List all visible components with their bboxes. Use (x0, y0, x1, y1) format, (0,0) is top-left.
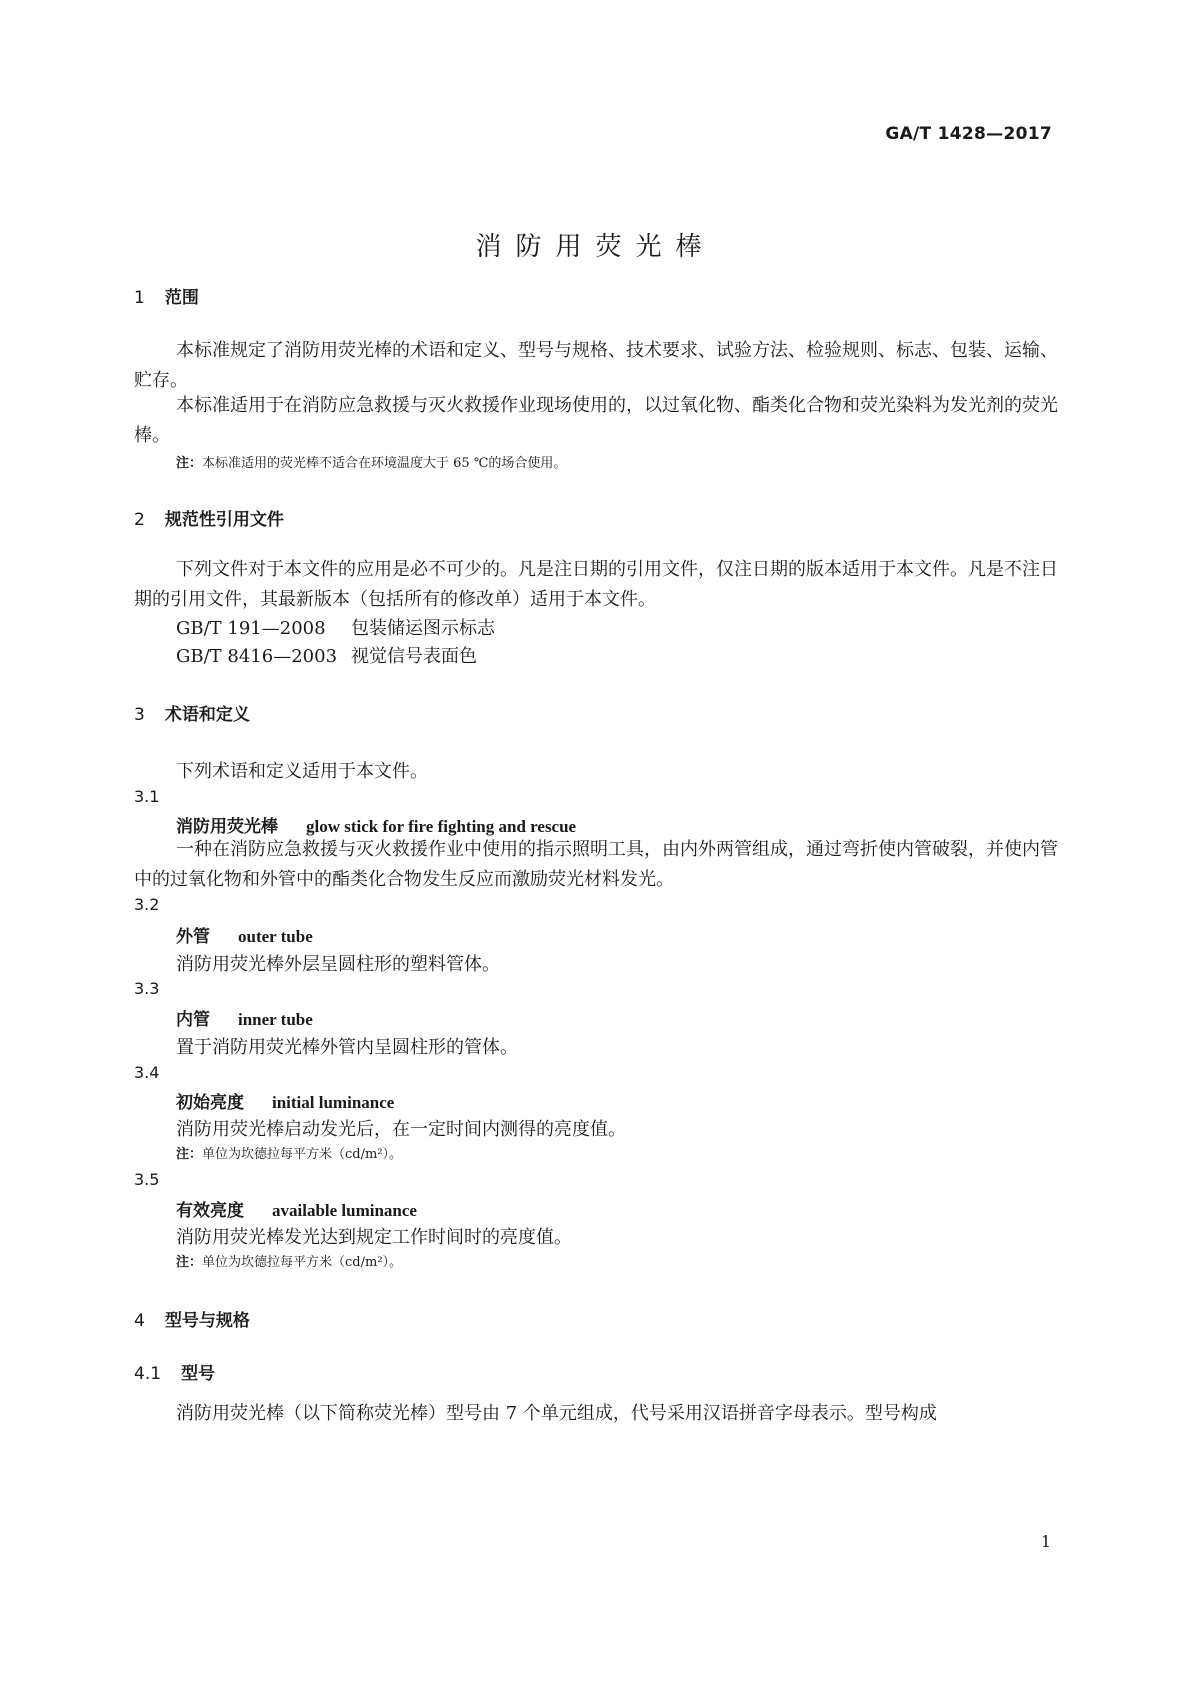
subsection-4-1-heading (134, 1359, 215, 1384)
term-definition: 消防用荧光棒启动发光后，在一定时间内测得的亮度值。 (176, 1119, 626, 1140)
section-3-heading (134, 700, 250, 725)
term-definition: 置于消防用荧光棒外管内呈圆柱形的管体。 (176, 1037, 518, 1058)
subsection-title: 型号 (181, 1364, 216, 1384)
note-text: 单位为坎德拉每平方米（cd/m²）。 (202, 1147, 403, 1162)
document-number: GA/T 1428—2017 (885, 124, 1052, 144)
reference-title: 视觉信号表面色 (351, 646, 477, 667)
section-title: 型号与规格 (164, 1311, 250, 1331)
note-label: 注： (176, 1255, 203, 1270)
term-title (176, 922, 313, 947)
section-2-heading (134, 505, 284, 530)
term-chinese: 外管 (176, 927, 210, 947)
note-text: 本标准适用的荧光棒不适合在环境温度大于 65 ℃的场合使用。 (202, 456, 567, 471)
section-4-heading (134, 1306, 250, 1331)
section-3-intro: 下列术语和定义适用于本文件。 (176, 761, 428, 782)
section-1-heading (134, 283, 199, 308)
term-english: initial luminance (272, 1093, 395, 1112)
term-definition: 一种在消防应急救援与灭火救援作业中使用的指示照明工具，由内外两管组成，通过弯折使内管破裂，并使内管中的过氧化物和外管中的酯类化合物发生反应而激励荧光材料发光。 (134, 839, 1058, 890)
term-title (176, 1088, 394, 1113)
term-chinese: 有效亮度 (176, 1201, 244, 1221)
term-chinese: 消防用荧光棒 (176, 817, 278, 837)
term-title (176, 812, 576, 837)
term-english: inner tube (238, 1010, 313, 1029)
term-english: available luminance (272, 1201, 417, 1220)
section-2-paragraph-1: 下列文件对于本文件的应用是必不可少的。凡是注日期的引用文件，仅注日期的版本适用于本文件。凡是不注日期的引用文件，其最新版本（包括所有的修改单）适用于本文件。 (134, 559, 1058, 610)
section-number: 3 (134, 705, 145, 725)
note-text: 单位为坎德拉每平方米（cd/m²）。 (202, 1255, 403, 1270)
section-title: 范围 (164, 288, 199, 308)
term-number: 3.2 (134, 895, 160, 914)
term-title (176, 1196, 417, 1221)
term-number: 3.4 (134, 1063, 160, 1082)
term-number: 3.1 (134, 787, 160, 806)
reference-item (176, 614, 495, 640)
section-number: 2 (134, 510, 145, 530)
section-1-paragraph-2: 本标准适用于在消防应急救援与灭火救援作业现场使用的，以过氧化物、酯类化合物和荧光染料为发光剂的荧光棒。 (134, 395, 1058, 446)
reference-code: GB/T 191—2008 (176, 618, 326, 639)
page-title: 消防用荧光棒 (475, 232, 716, 262)
term-note (176, 1251, 402, 1270)
page-number: 1 (1040, 1532, 1051, 1551)
term-title (176, 1005, 313, 1030)
section-4-paragraph-1: 消防用荧光棒（以下简称荧光棒）型号由 7 个单元组成，代号采用汉语拼音字母表示。型号构成 (176, 1403, 937, 1424)
note-label: 注： (176, 456, 203, 471)
note-label: 注： (176, 1147, 203, 1162)
section-number: 1 (134, 288, 145, 308)
term-english: outer tube (238, 927, 313, 946)
term-note (176, 1143, 402, 1162)
term-definition: 消防用荧光棒发光达到规定工作时间时的亮度值。 (176, 1227, 572, 1248)
subsection-number: 4.1 (134, 1364, 162, 1384)
term-number: 3.3 (134, 979, 160, 998)
section-1-note (176, 452, 566, 471)
term-chinese: 初始亮度 (176, 1093, 244, 1113)
term-english: glow stick for fire fighting and rescue (306, 817, 577, 836)
section-title: 规范性引用文件 (164, 510, 284, 530)
term-definition: 消防用荧光棒外层呈圆柱形的塑料管体。 (176, 954, 500, 975)
term-number: 3.5 (134, 1170, 160, 1189)
section-number: 4 (134, 1311, 145, 1331)
term-chinese: 内管 (176, 1010, 210, 1030)
section-title: 术语和定义 (164, 705, 250, 725)
reference-code: GB/T 8416—2003 (176, 646, 338, 667)
reference-item (176, 642, 477, 668)
reference-title: 包装储运图示标志 (351, 618, 495, 639)
section-1-paragraph-1: 本标准规定了消防用荧光棒的术语和定义、型号与规格、技术要求、试验方法、检验规则、标志、包装、运输、贮存。 (134, 340, 1058, 391)
